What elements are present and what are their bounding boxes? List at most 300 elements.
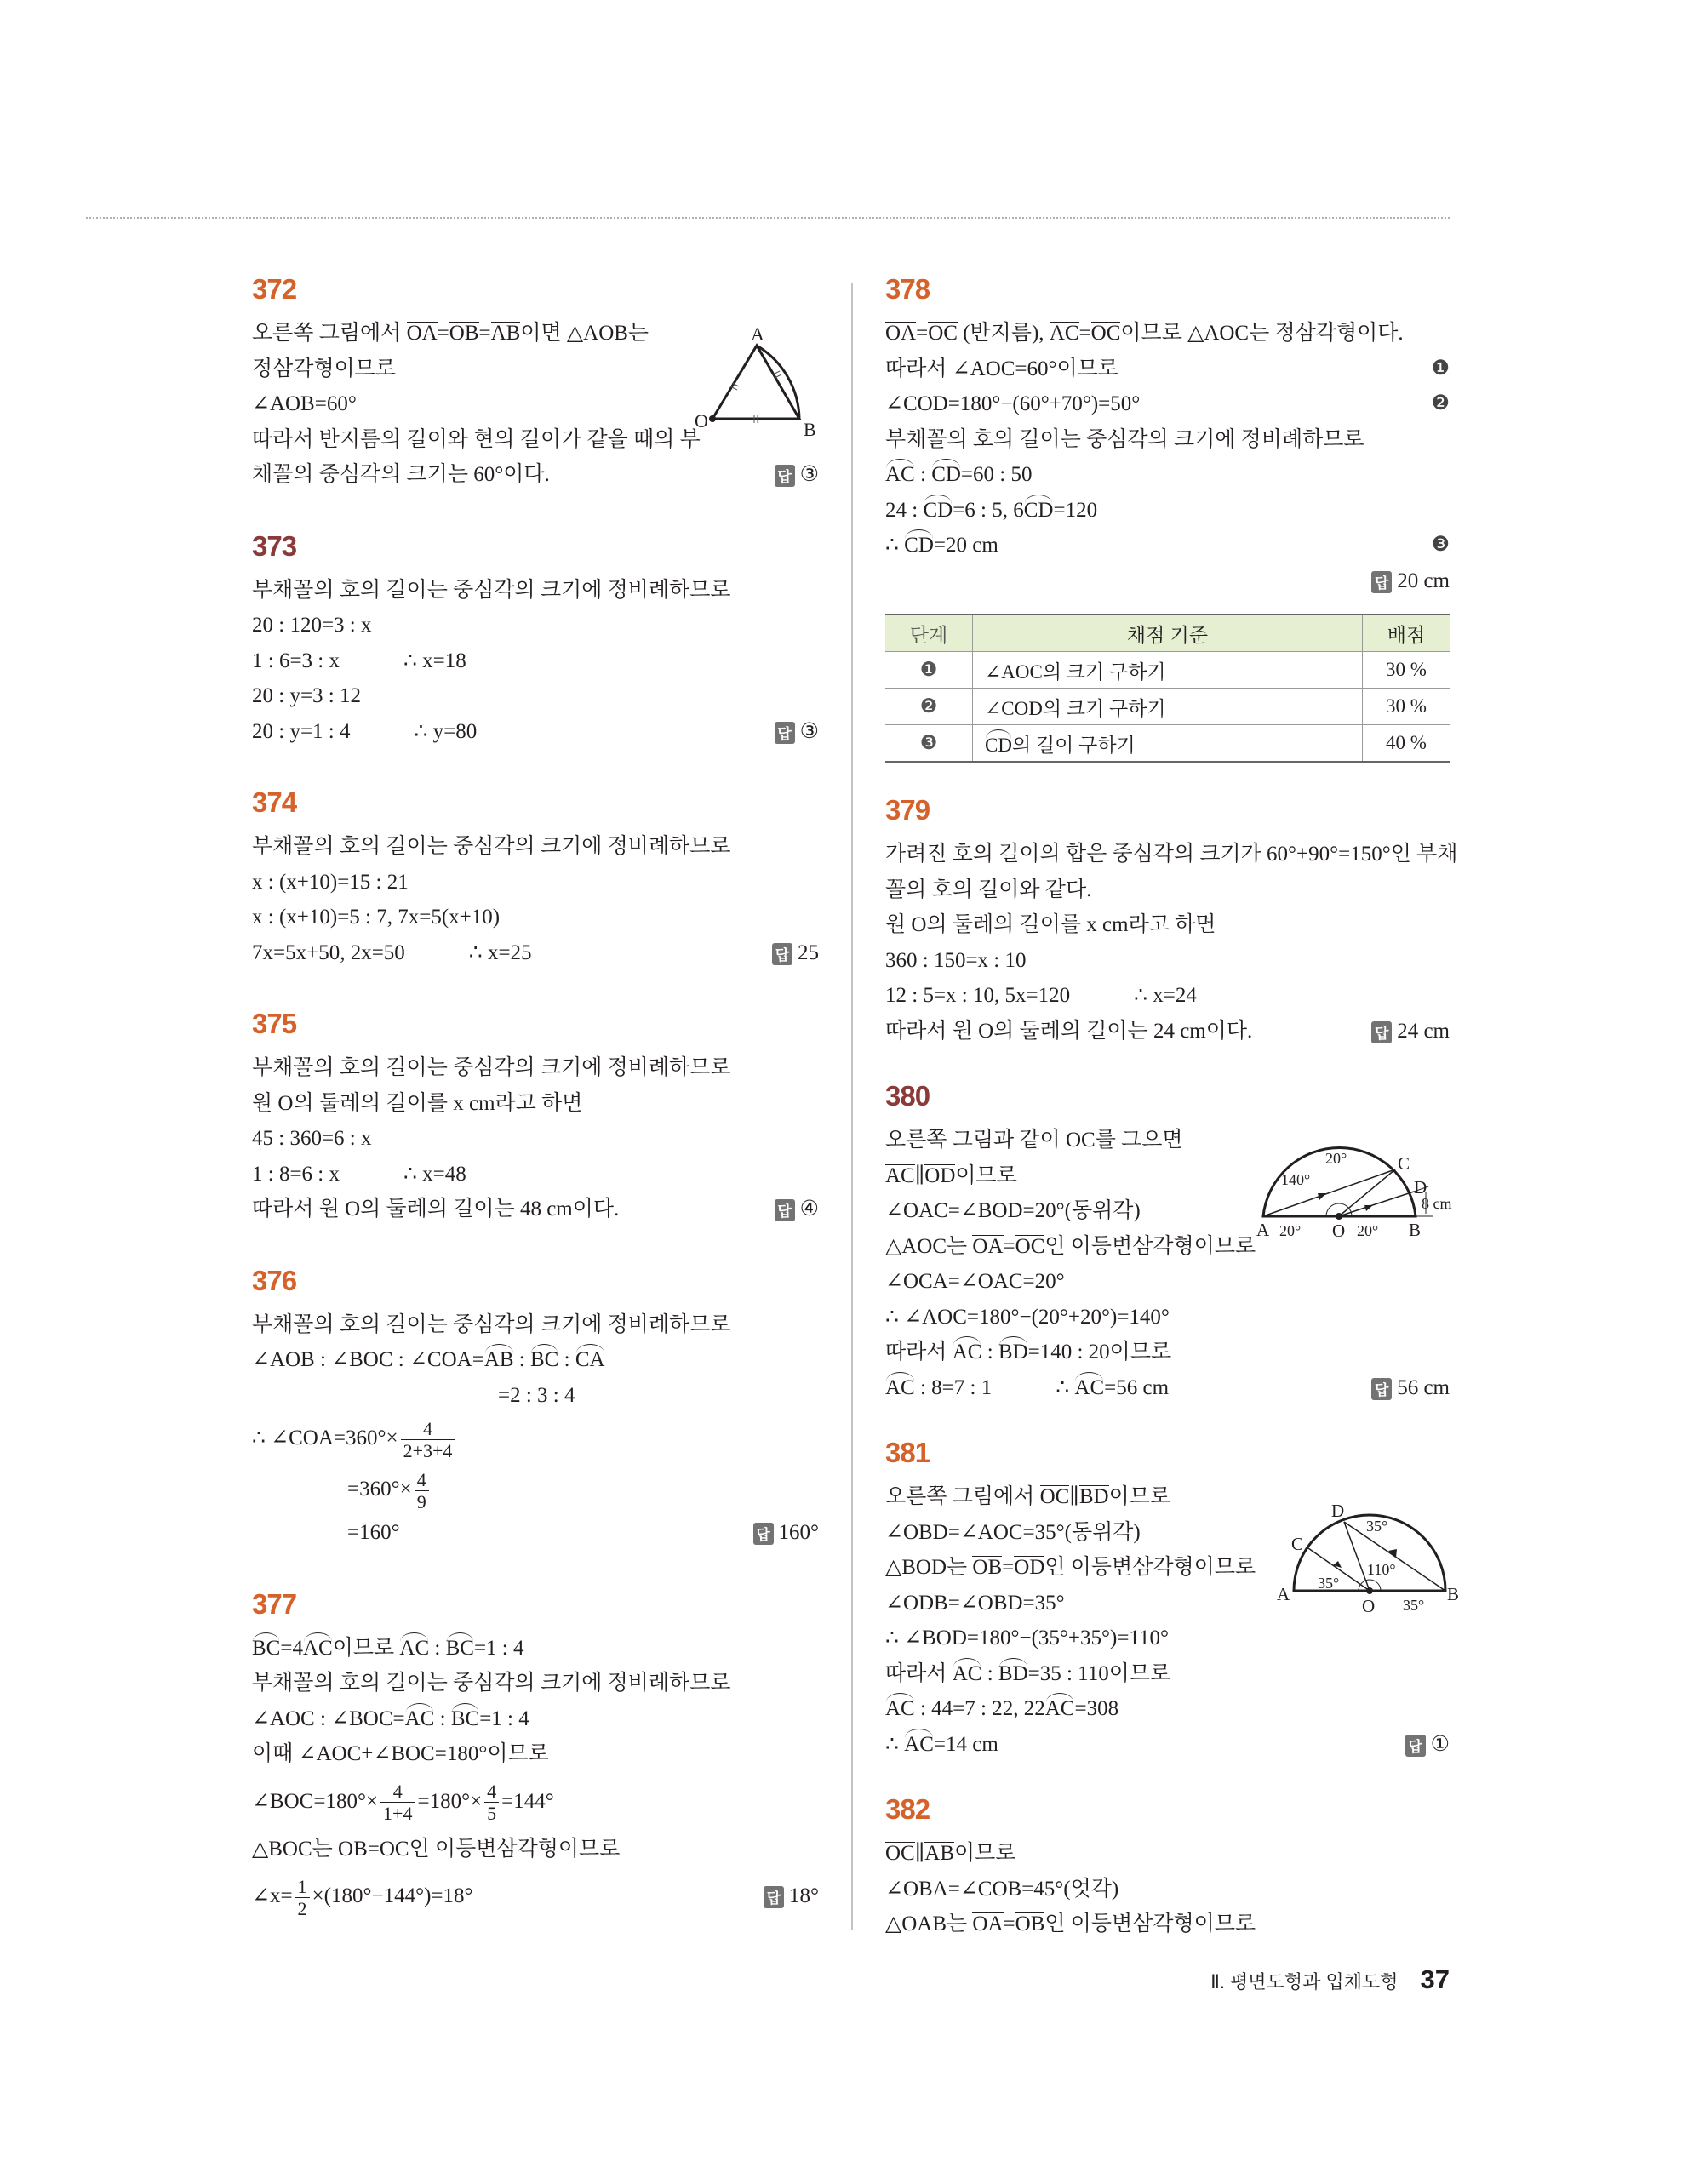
angle-aoc-label: 140° <box>1281 1171 1311 1188</box>
numerator: 4 <box>415 1469 429 1491</box>
line-content <box>885 1592 1065 1615</box>
chapter-title: Ⅱ. 평면도형과 입체도형 <box>1210 1971 1399 1992</box>
header-step: 단계 <box>885 615 973 652</box>
arc-notation: BD <box>998 1341 1028 1364</box>
problem-377 <box>252 1588 819 1927</box>
text-segment: ∠OAC=∠BOD=20°(동위각) <box>885 1199 1141 1222</box>
numerator: 4 <box>484 1781 499 1803</box>
text-segment: 부채꼴의 호의 길이는 중심각의 크기에 정비례하므로 <box>885 427 1364 451</box>
text-segment: =35 : 110이므로 <box>1027 1661 1171 1685</box>
problem-381 <box>885 1437 1460 1762</box>
text-segment: 이때 ∠AOC+∠BOC=180°이므로 <box>252 1742 549 1765</box>
line-content <box>252 1838 620 1861</box>
solution-line <box>252 829 819 865</box>
text-segment: =140 : 20이므로 <box>1027 1341 1172 1364</box>
line-content <box>252 1637 524 1660</box>
denominator: 2+3+4 <box>403 1439 453 1461</box>
text-segment: ∥ <box>914 1842 925 1865</box>
fraction <box>401 1418 455 1461</box>
line-content <box>252 835 731 858</box>
text-segment: : <box>981 1661 998 1685</box>
solution-line <box>252 1121 819 1157</box>
text-segment: =160° <box>347 1521 400 1544</box>
line-content <box>252 1781 554 1825</box>
denominator: 9 <box>416 1490 426 1512</box>
line-content <box>885 1020 1252 1043</box>
text-segment: 인 이등변삼각형이므로 <box>1044 1234 1256 1258</box>
text-segment: ∠OBD=∠AOC=35°(동위각) <box>885 1520 1141 1544</box>
problem-number: 380 <box>885 1080 930 1112</box>
fraction <box>380 1781 415 1824</box>
solution-line <box>252 1736 819 1772</box>
text-segment: =20 cm <box>933 534 998 557</box>
points-cell: 30 % <box>1363 652 1450 689</box>
line-content <box>885 534 998 557</box>
line-content <box>252 428 701 451</box>
text-segment: =14 cm <box>933 1732 998 1756</box>
label-d: D <box>1331 1501 1345 1521</box>
line-content <box>885 392 1140 415</box>
text-segment: 오른쪽 그림과 같이 <box>885 1129 1066 1152</box>
text-segment: : <box>513 1348 530 1371</box>
text-segment: ∠COD=180°−(60°+70°)=50° <box>885 392 1141 415</box>
problem-number: 376 <box>252 1264 297 1296</box>
label-c: C <box>1398 1153 1410 1174</box>
text-segment: 7x=5x+50, 2x=50 ∴ x=25 <box>252 940 532 964</box>
angle-obd-label: 35° <box>1403 1597 1425 1614</box>
line-content <box>885 1270 1065 1293</box>
solution-line <box>252 935 819 971</box>
problem-number: 381 <box>885 1437 930 1468</box>
text-segment: ∴ ∠BOD=180°−(35°+35°)=110° <box>885 1627 1169 1649</box>
line-content <box>885 984 1197 1007</box>
line-content <box>885 949 1027 972</box>
label-a: A <box>751 325 764 345</box>
answer <box>775 1192 819 1227</box>
line-content <box>885 1306 1170 1329</box>
solution-line <box>885 1264 1450 1300</box>
arc-notation: AC <box>399 1636 430 1660</box>
answer-badge: 답 <box>1371 571 1392 593</box>
problem-number: 382 <box>885 1793 930 1825</box>
length-label: 8 cm <box>1422 1195 1452 1212</box>
angle-oac-label: 20° <box>1279 1222 1302 1238</box>
line-content <box>885 499 1097 522</box>
answer <box>772 935 819 971</box>
step-marker: ❸ <box>1431 534 1450 556</box>
solution-line <box>252 643 819 679</box>
segment-notation: OC <box>1039 1485 1070 1508</box>
answer-value: 25 <box>798 940 819 964</box>
text-segment: △BOC는 <box>252 1837 339 1861</box>
text-segment: 따라서 원 O의 둘레의 길이는 48 cm이다. <box>252 1198 620 1221</box>
problem-373 <box>252 530 819 750</box>
answer <box>1371 1370 1450 1406</box>
text-segment: 360 : 150=x : 10 <box>885 948 1027 972</box>
text-segment: : 44=7 : 22, 22 <box>914 1697 1045 1720</box>
answer <box>1371 563 1450 599</box>
table-row <box>885 652 1450 689</box>
text-segment: ∠COD의 크기 구하기 <box>985 697 1166 719</box>
line-content <box>252 322 649 345</box>
text-segment: ∠BOC=180°× <box>252 1789 379 1813</box>
angle-odb-label: 35° <box>1366 1518 1388 1535</box>
line-content <box>885 357 1118 380</box>
solution-line <box>885 563 1450 599</box>
text-segment: ∴ <box>885 1732 905 1756</box>
solution-line <box>252 1342 819 1378</box>
segment-notation: OC <box>928 322 958 345</box>
text-segment: 를 그으면 <box>1095 1129 1183 1152</box>
answer-badge: 답 <box>753 1523 774 1545</box>
answer-value: 56 cm <box>1397 1375 1450 1399</box>
text-segment: 따라서 <box>885 1661 953 1685</box>
solution-line <box>252 1832 819 1867</box>
text-segment: 따라서 <box>885 1341 953 1364</box>
label-b: B <box>1409 1220 1422 1238</box>
text-segment: 20 : y=1 : 4 ∴ y=80 <box>252 719 478 743</box>
arc-notation: AC <box>1074 1375 1105 1399</box>
table-row <box>885 725 1450 763</box>
line-content <box>885 463 1032 486</box>
line-content <box>252 941 532 964</box>
answer <box>775 457 819 493</box>
text-segment: =144° <box>501 1789 554 1813</box>
step-marker: ❶ <box>885 652 973 689</box>
text-segment: =180°× <box>417 1789 483 1813</box>
text-segment: =2 : 3 : 4 <box>498 1383 575 1407</box>
segment-notation: OD <box>1014 1556 1045 1579</box>
text-segment: 부채꼴의 호의 길이는 중심각의 크기에 정비례하므로 <box>252 1672 731 1695</box>
solution-line <box>885 1300 1450 1335</box>
line-content <box>885 1521 1141 1544</box>
solution-line <box>252 900 819 935</box>
solution-line <box>885 1907 1450 1942</box>
text-segment: 오른쪽 그림에서 <box>885 1485 1040 1508</box>
solution-line <box>885 352 1450 387</box>
answer-value: ④ <box>799 1198 819 1221</box>
arc-notation: CA <box>575 1348 605 1371</box>
denominator: 2 <box>297 1897 307 1919</box>
text-segment: △AOC는 <box>885 1234 973 1258</box>
text-segment: = <box>916 322 929 345</box>
text-segment: 채꼴의 중심각의 크기는 60°이다. <box>252 463 550 486</box>
line-content <box>252 1742 549 1765</box>
line-content <box>252 1313 731 1336</box>
answer <box>753 1515 820 1551</box>
segment-notation: OA <box>972 1234 1004 1258</box>
text-segment: 이면 △AOB는 <box>520 322 649 345</box>
answer-badge: 답 <box>775 1199 795 1221</box>
solution-line <box>252 608 819 643</box>
solution-line <box>885 1872 1450 1907</box>
points-cell: 30 % <box>1363 689 1450 725</box>
solution-line <box>885 1014 1450 1049</box>
line-content <box>252 1707 529 1730</box>
line-content <box>885 1235 1256 1258</box>
arc-notation: AC <box>885 463 915 486</box>
text-segment: 이므로 <box>954 1842 1016 1865</box>
text-segment: =56 cm <box>1104 1375 1170 1399</box>
points-cell: 40 % <box>1363 725 1450 763</box>
label-b: B <box>1447 1584 1460 1604</box>
segment-notation: AC <box>1049 322 1079 345</box>
line-content <box>885 913 1216 936</box>
line-content <box>252 1198 619 1221</box>
line-content <box>885 1376 1169 1399</box>
answer-value: 18° <box>789 1884 819 1907</box>
line-content <box>885 1842 1015 1865</box>
step-marker: ❷ <box>1431 392 1450 415</box>
answer-value: 24 cm <box>1397 1019 1450 1043</box>
right-column <box>885 273 1460 1974</box>
text-segment: ∠OCA=∠OAC=20° <box>885 1270 1065 1293</box>
solution-line <box>252 1772 819 1832</box>
arc-notation: BC <box>445 1636 474 1660</box>
solution-line <box>252 573 819 609</box>
semicircle-381-diagram <box>1260 1474 1468 1615</box>
answer-value: ③ <box>799 719 819 743</box>
line-content <box>252 357 396 380</box>
solution-line <box>252 1307 819 1343</box>
answer-badge: 답 <box>1371 1378 1392 1400</box>
line-content <box>347 1468 432 1512</box>
answer-value: ① <box>1430 1732 1450 1756</box>
text-segment: : 8=7 : 1 ∴ <box>914 1375 1075 1399</box>
text-segment: =1 : 4 <box>479 1707 529 1730</box>
segment-notation: OA <box>885 322 917 345</box>
solution-line <box>252 1378 819 1414</box>
scoring-table <box>885 614 1450 763</box>
arc-notation: CD <box>931 463 961 486</box>
text-segment: 이므로 △AOC는 정삼각형이다. <box>1120 322 1404 345</box>
segment-notation: AB <box>490 322 521 345</box>
solution-line <box>885 386 1450 422</box>
line-content <box>252 684 361 707</box>
text-segment: =6 : 5, 6 <box>953 498 1024 522</box>
solution-line <box>885 493 1450 529</box>
text-segment: ∠AOC의 크기 구하기 <box>985 660 1166 683</box>
equilateral-sector-diagram <box>691 325 827 440</box>
label-o: O <box>1332 1221 1346 1238</box>
label-o: O <box>1362 1596 1376 1615</box>
text-segment: ∠AOB=60° <box>252 392 357 415</box>
label-o: O <box>695 410 708 432</box>
solution-line <box>252 1631 819 1667</box>
text-segment: 인 이등변삼각형이므로 <box>1044 1912 1256 1935</box>
arc-notation: CD <box>904 534 934 557</box>
text-segment: 인 이등변삼각형이므로 <box>409 1837 621 1861</box>
text-segment: 부채꼴의 호의 길이는 중심각의 크기에 정비례하므로 <box>252 578 731 602</box>
line-content <box>885 322 1404 345</box>
criteria-cell <box>973 652 1363 689</box>
line-content <box>252 1875 473 1919</box>
left-column <box>252 273 819 1964</box>
segment-notation: OC <box>1065 1129 1096 1152</box>
text-segment: ∠AOB : ∠BOC : ∠COA= <box>252 1348 484 1371</box>
solution-line <box>252 1867 819 1926</box>
segment-notation: OB <box>1015 1912 1045 1935</box>
arc-notation: AC <box>1044 1697 1075 1720</box>
line-content <box>885 428 1364 451</box>
line-content <box>252 579 731 602</box>
segment-notation: OC <box>1015 1234 1045 1258</box>
text-segment: 45 : 360=6 : x <box>252 1127 372 1150</box>
text-segment: ∠ODB=∠OBD=35° <box>885 1591 1065 1615</box>
text-segment: = <box>1002 1556 1015 1579</box>
arc-notation: AC <box>885 1375 915 1399</box>
text-segment: 원 O의 둘레의 길이를 x cm라고 하면 <box>885 913 1216 936</box>
arc-notation: BD <box>998 1661 1028 1685</box>
text-segment: 정삼각형이므로 <box>252 357 397 380</box>
numerator: 4 <box>401 1418 455 1440</box>
text-segment: 부채꼴의 호의 길이는 중심각의 크기에 정비례하므로 <box>252 1312 731 1336</box>
text-segment: ∥ <box>914 1163 925 1187</box>
answer-badge: 답 <box>772 943 792 965</box>
line-content <box>885 1697 1118 1720</box>
text-segment: =308 <box>1074 1697 1119 1720</box>
problem-number: 372 <box>252 273 297 305</box>
solution-line <box>252 1192 819 1227</box>
solution-line <box>885 907 1450 943</box>
segment-notation: OB <box>972 1556 1003 1579</box>
text-segment: 따라서 원 O의 둘레의 길이는 24 cm이다. <box>885 1019 1253 1043</box>
semicircle-380-diagram <box>1241 1123 1467 1238</box>
text-segment: : <box>558 1348 575 1371</box>
solution-line <box>885 528 1450 563</box>
fraction <box>415 1469 429 1512</box>
answer <box>1405 1727 1450 1763</box>
solution-line <box>885 457 1450 493</box>
answer-value: 160° <box>778 1521 819 1544</box>
solution-line <box>252 1086 819 1122</box>
solution-line <box>885 1370 1450 1406</box>
text-segment: △BOD는 <box>885 1556 973 1579</box>
solution-line <box>252 678 819 714</box>
numerator: 1 <box>295 1876 310 1898</box>
solution-line <box>252 714 819 750</box>
problem-374 <box>252 786 819 970</box>
problem-378 <box>885 273 1450 763</box>
line-content <box>885 1129 1183 1152</box>
text-segment: 이므로 <box>1108 1485 1171 1508</box>
line-content <box>885 1341 1171 1364</box>
line-content <box>885 843 1457 866</box>
segment-notation: OB <box>338 1837 368 1861</box>
arc-notation: AC <box>952 1661 982 1685</box>
solution-line <box>252 1413 819 1464</box>
solution-line <box>252 1701 819 1737</box>
step-marker: ❸ <box>885 725 973 763</box>
text-segment: 1 : 6=3 : x ∴ x=18 <box>252 649 466 672</box>
text-segment: : <box>914 463 932 486</box>
angle-aoc-label: 35° <box>1318 1575 1340 1592</box>
solution-line <box>885 1836 1450 1872</box>
label-d: D <box>1414 1177 1427 1198</box>
label-a: A <box>1277 1584 1290 1604</box>
numerator: 4 <box>380 1781 415 1803</box>
text-segment: = <box>437 322 449 345</box>
text-segment: ∴ ∠COA=360°× <box>252 1426 398 1449</box>
solution-line <box>252 1666 819 1701</box>
arc-notation: AC <box>302 1636 333 1660</box>
answer-badge: 답 <box>1371 1021 1392 1043</box>
text-segment: ∥ <box>1069 1485 1079 1508</box>
line-content <box>885 1485 1170 1508</box>
text-segment: =1 : 4 <box>473 1636 524 1660</box>
problem-375 <box>252 1008 819 1227</box>
solution-line <box>885 316 1450 352</box>
header-points: 배점 <box>1363 615 1450 652</box>
problem-number: 375 <box>252 1008 297 1039</box>
text-segment: 원 O의 둘레의 길이를 x cm라고 하면 <box>252 1091 583 1115</box>
text-segment: =360°× <box>347 1478 412 1501</box>
line-content <box>252 1417 457 1461</box>
page-number: 37 <box>1420 1964 1450 1994</box>
solution-line <box>885 1335 1450 1370</box>
text-segment: 꼴의 호의 길이와 같다. <box>885 878 1092 901</box>
angle-bod-label: 110° <box>1367 1561 1396 1578</box>
line-content <box>498 1384 575 1407</box>
text-segment: = <box>1078 322 1091 345</box>
line-content <box>885 1662 1170 1685</box>
answer-badge: 답 <box>764 1886 784 1908</box>
label-a: A <box>1256 1220 1270 1238</box>
segment-notation: OA <box>406 322 438 345</box>
answer <box>1371 1014 1450 1049</box>
problem-380 <box>885 1080 1450 1405</box>
line-content <box>885 1627 1169 1649</box>
text-segment: 20 : y=3 : 12 <box>252 684 361 707</box>
text-segment: 12 : 5=x : 10, 5x=120 ∴ x=24 <box>885 984 1197 1007</box>
arc-notation: BC <box>530 1348 559 1371</box>
header-dotted-rule <box>86 217 1450 219</box>
segment-notation: AC <box>885 1163 915 1187</box>
solution-line <box>252 1464 819 1515</box>
denominator: 1+4 <box>383 1803 413 1825</box>
solution-line <box>885 1621 1450 1656</box>
text-segment: 오른쪽 그림에서 <box>252 322 407 345</box>
answer-value: ③ <box>799 463 819 486</box>
line-content <box>252 1672 731 1695</box>
solution-line <box>885 978 1450 1014</box>
problem-number: 377 <box>252 1587 297 1620</box>
label-c: C <box>1291 1534 1304 1554</box>
text-segment: ×(180°−144°)=18° <box>312 1884 473 1907</box>
line-content <box>252 871 409 894</box>
solution-line <box>885 837 1458 872</box>
line-content <box>885 878 1091 901</box>
arc-notation: AC <box>904 1732 934 1756</box>
solution-line <box>252 1050 819 1086</box>
text-segment: (반지름), <box>957 322 1050 345</box>
text-segment: 따라서 반지름의 길이와 현의 길이가 같을 때의 부 <box>252 427 701 451</box>
segment-notation: OC <box>379 1837 409 1861</box>
segment-notation: AB <box>924 1842 955 1865</box>
solution-line <box>885 1727 1450 1763</box>
criteria-cell <box>973 725 1363 763</box>
arc-notation: BC <box>252 1636 281 1660</box>
arc-notation: CD <box>1023 498 1054 522</box>
answer <box>775 714 819 750</box>
line-content <box>252 1348 605 1371</box>
answer-badge: 답 <box>1405 1735 1426 1757</box>
line-content <box>252 1163 466 1186</box>
text-segment: 20 : 120=3 : x <box>252 614 372 637</box>
segment-notation: OA <box>972 1912 1004 1935</box>
line-content <box>252 392 357 415</box>
line-content <box>252 463 550 486</box>
